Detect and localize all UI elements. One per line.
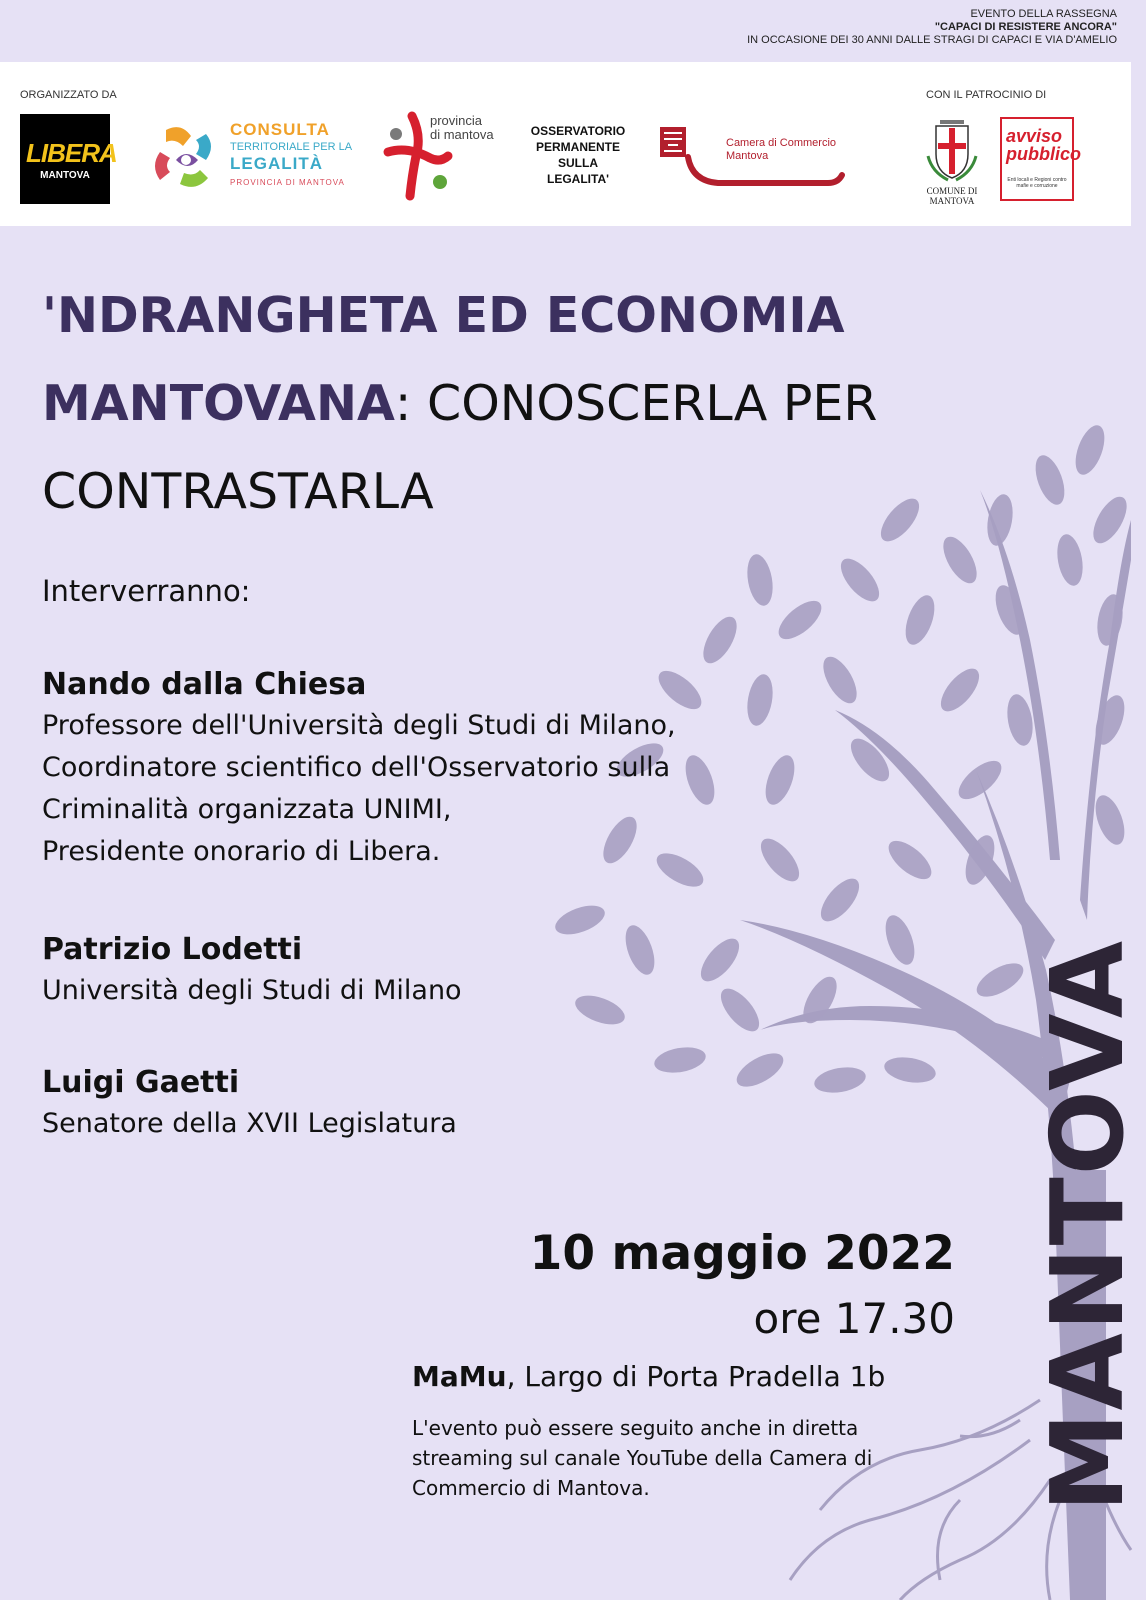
event-date: 10 maggio 2022 — [529, 1226, 955, 1281]
avviso-line2: pubblico — [1006, 144, 1081, 164]
osservatorio-line4: LEGALITA' — [547, 172, 609, 186]
speaker-role-line: Coordinatore scientifico dell'Osservatorio sulla — [42, 752, 671, 783]
streaming-note: L'evento può essere seguito anche in diretta streaming sul canale YouTube della Camera di Commercio di Mantova. — [412, 1416, 873, 1500]
city-vertical-title: MANTOVA — [1029, 938, 1146, 1512]
osservatorio-line3: SULLA — [558, 156, 598, 170]
speaker-block — [42, 930, 462, 1012]
comune-line2: MANTOVA — [929, 196, 975, 206]
consulta-line2: TERRITORIALE PER LA — [230, 141, 353, 153]
provincia-line2: di mantova — [430, 127, 494, 142]
series-line1: EVENTO DELLA RASSEGNA — [970, 8, 1117, 20]
camera-line2: Mantova — [726, 150, 769, 162]
speaker-block — [42, 1063, 457, 1145]
speaker-role-line: Presidente onorario di Libera. — [42, 836, 441, 867]
consulta-line1: CONSULTA — [230, 120, 330, 139]
title-rest: : CONOSCERLA PER CONTRASTARLA — [42, 375, 878, 520]
speakers-intro: Interverranno: — [42, 574, 251, 608]
speaker-role-line: Senatore della XVII Legislatura — [42, 1108, 457, 1139]
speaker-role-line: Professore dell'Università degli Studi di Milano, — [42, 710, 676, 741]
avviso-line3: Enti locali e Regioni contro mafie e corruzione — [1007, 177, 1067, 189]
event-time: ore 17.30 — [753, 1294, 955, 1343]
event-venue — [412, 1360, 885, 1393]
consulta-line4: PROVINCIA DI MANTOVA — [230, 178, 345, 187]
osservatorio-line2: PERMANENTE — [535, 140, 620, 154]
speaker-name: Patrizio Lodetti — [42, 932, 303, 967]
title-accent: 'NDRANGHETA ED ECONOMIA MANTOVANA — [42, 287, 845, 432]
series-line3: IN OCCASIONE DEI 30 ANNI DALLE STRAGI DI CAPACI E VIA D'AMELIO — [747, 34, 1117, 46]
speaker-role-line: Università degli Studi di Milano — [42, 975, 462, 1006]
organized-label: ORGANIZZATO DA — [20, 89, 117, 101]
libera-logo-word: LIBERA — [26, 138, 117, 168]
venue-address: , Largo di Porta Pradella 1b — [506, 1360, 886, 1393]
camera-line1: Camera di Commercio — [726, 137, 837, 149]
libera-logo-sub: MANTOVA — [40, 170, 90, 181]
event-title — [42, 272, 942, 536]
speaker-block — [42, 665, 676, 873]
patronage-label: CON IL PATROCINIO DI — [926, 89, 1047, 101]
speaker-role-line: Criminalità organizzata UNIMI, — [42, 794, 452, 825]
speaker-name: Nando dalla Chiesa — [42, 667, 367, 702]
speaker-name: Luigi Gaetti — [42, 1065, 240, 1100]
provincia-line1: provincia — [430, 113, 483, 128]
osservatorio-line1: OSSERVATORIO — [530, 124, 626, 138]
series-line2: "CAPACI DI RESISTERE ANCORA" — [934, 21, 1117, 33]
comune-line1: COMUNE DI — [926, 186, 978, 196]
avviso-line1: avviso — [1006, 126, 1063, 146]
venue-name: MaMu — [412, 1360, 507, 1393]
consulta-line3: LEGALITÀ — [230, 154, 323, 173]
